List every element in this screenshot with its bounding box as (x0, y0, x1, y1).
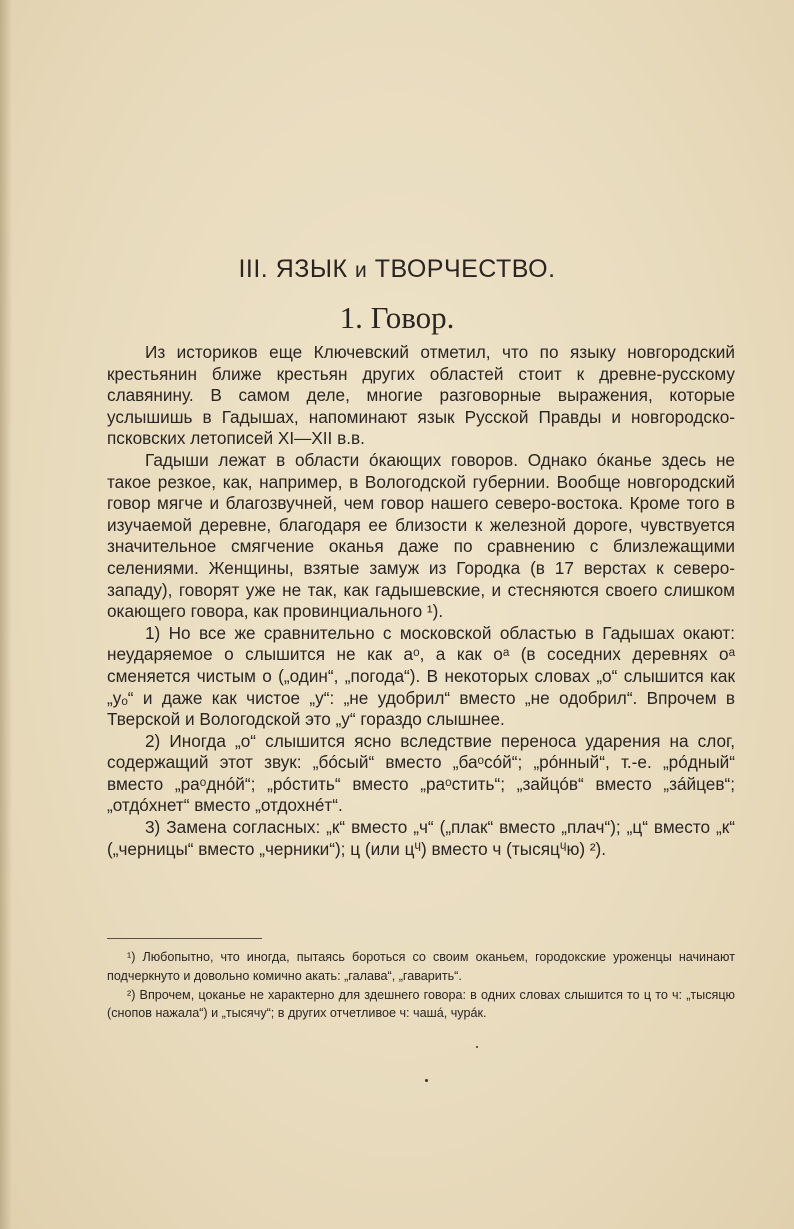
paragraph-point-2: 2) Иногда „о“ слышится ясно вследствие переноса ударения на слог, содержащий этот звук: „бóсый“ вместо „баᵒсóй“; „рóнный“, т.-е. „рóдный“ вместо „раᵒднóй“; „рóстить“ вместо „раᵒстить“; „зайцóв“ вместо „зáйцев“; „отдóхнет“ вместо „отдохнéт“. (107, 730, 735, 816)
section-title (0, 255, 794, 284)
main-text (107, 342, 735, 860)
footnote-divider (107, 938, 262, 939)
section-title-word-2: ТВОРЧЕСТВО. (374, 255, 556, 283)
section-number: III. (238, 255, 269, 283)
print-speck (476, 1046, 478, 1048)
paragraph-point-3: 3) Замена согласных: „к“ вместо „ч“ („плак“ вместо „плач“); „ц“ вместо „к“ („черницы“ вместо „черники“); ц (или цᶣ) вместо ч (тысяцᶣю) ²). (107, 817, 735, 859)
footnotes (107, 948, 735, 1023)
paragraph-okanye: Гадыши лежат в области óкающих говоров. Однако óканье здесь не такое резкое, как, например, в Вологодской губернии. Вообще новгородский говор мягче и благозвучней, чем говор нашего северо-востока. Кроме того в изучаемой деревне, благодаря ее близости к железной дороге, чувствуется значительное смягчение оканья даже по сравнению с близлежащими селениями. Женщины, взятые замуж из Городка (в 17 верстах к северо-западу), говорят уже не так, как гадышевские, и стесняются своего слишком окающего говора, как провинциального ¹). (107, 449, 735, 622)
paragraph-intro: Из историков еще Ключевский отметил, что по языку новгородский крестьянин ближе крестьян других областей стоит к древне-русскому славянину. В самом деле, многие разговорные выражения, которые услышишь в Гадышах, напоминают язык Русской Правды и новгородско-псковских летописей XI—XII в.в. (107, 342, 735, 449)
subsection-title: 1. Говор. (339, 300, 455, 335)
section-title-conjunction: и (355, 259, 368, 282)
footnote-1: ¹) Любопытно, что иногда, пытаясь бороться со своим оканьем, городокские уроженцы начинают подчеркнуто и довольно комично акать: „галава“, „гаварить“. (107, 950, 735, 983)
print-speck (425, 1079, 428, 1082)
section-title-word-1: ЯЗЫК (275, 255, 348, 283)
paragraph-point-1: 1) Но все же сравнительно с московской областью в Гадышах окают: неударяемое о слышится не как аᵒ, а как оᵃ (в соседних деревнях оᵃ сменяется чистым о („один“, „погода“). В некоторых словах „о“ слышится как „уₒ“ и даже как чистое „у“: „не удобрил“ вместо „не одобрил“. Впрочем в Тверской и Вологодской это „у“ гораздо слышнее. (107, 622, 735, 730)
footnote-2: ²) Впрочем, цоканье не характерно для здешнего говора: в одних словах слышится то ц то ч: „тысяцю (снопов нажала“) и „тысячу“; в других отчетливое ч: чашá, чурáк. (107, 987, 735, 1021)
page-edge-shadow (0, 0, 12, 1229)
